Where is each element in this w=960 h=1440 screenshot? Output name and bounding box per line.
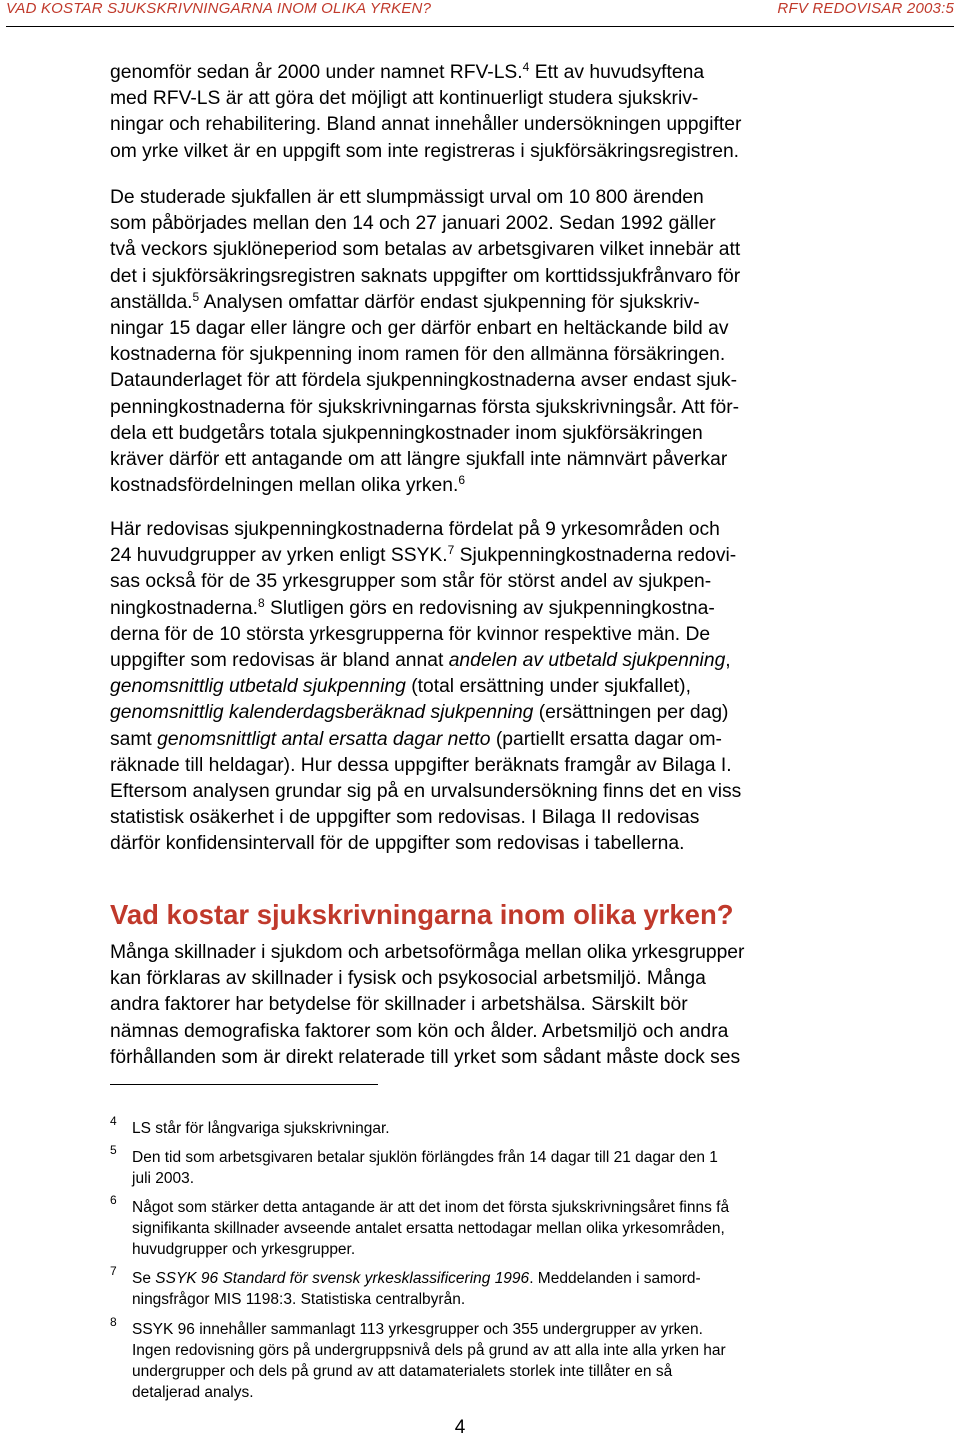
paragraph-differences: Många skillnader i sjukdom och arbetsoförmåga mellan olika yrkesgrupper kan förklaras av skillnader i fysisk och psykosocial arbetsmiljö. Många andra faktorer har betydelse för skillnader i arbetshälsa. Särskilt bör nämnas demografiska faktorer som kön och ålder. Arbetsmiljö och andra förhållanden som är direkt relaterade till yrket som sådant måste dock ses — [110, 942, 745, 1068]
footnote-number: 5 — [110, 1143, 117, 1157]
footnote-ref-4[interactable]: 4 — [522, 60, 530, 74]
footnote-ref-7[interactable]: 7 — [447, 543, 455, 558]
footnote-ref-8[interactable]: 8 — [257, 595, 265, 610]
header-publication: RFV REDOVISAR 2003:5 — [777, 0, 954, 17]
running-header — [6, 0, 954, 27]
footnote-separator — [110, 1084, 378, 1085]
section-heading: Vad kostar sjukskrivningarna inom olika yrken? — [110, 899, 734, 930]
footnote-number: 6 — [110, 1193, 117, 1207]
footnote-ref-5[interactable]: 5 — [192, 289, 200, 304]
footnote-ref-6[interactable]: 6 — [458, 473, 466, 488]
footnote-number: 4 — [110, 1114, 117, 1128]
page-number: 4 — [454, 1417, 466, 1438]
paragraph-sample: De studerade sjukfallen är ett slumpmässigt urval om 10 800 ärenden som påbörjades mellan den 14 och 27 januari 2002. Sedan 1992 gäller två veckors sjuklöneperiod som betalas av arbetsgivaren vilket innebär att det i sjukförsäkringsregistren saknats uppgifter om korttidssjukfrånvaro för anställda.$^5$ Analysen omfattar därför endast sjukpenning för sjukskriv- ningar 15 dagar eller längre och ger därför enbart en heltäckande bild av kostnaderna för sjukpenning inom ramen för den allmänna försäkringen. Dataunderlaget för att fördela sjukpenningkostnaderna avser endast sjuk- penningkostnaderna för sjukskrivningarnas första sjukskrivningsår. Att för- dela ett budgetårs totala sjukpenningkostnader inom sjukförsäkringen kräver därför ett antagande om att längre sjukfall inte nämnvärt påverkar kostnadsfördelningen mellan olika yrken.$^6$ — [110, 187, 741, 497]
paragraph-rfv-ls: genomför sedan år 2000 under namnet RFV-LS.$^4$ Ett av huvudsyftena med RFV-LS är att göra det möjligt att kontinuerligt studera sjukskriv- ningar och rehabilitering. Bland annat innehåller undersökningen uppgifter om yrke vilket är en uppgift som inte registreras i sjukförsäkringsregistren. — [110, 60, 742, 162]
paragraph-ssyk: Här redovisas sjukpenningkostnaderna fördelat på 9 yrkesområden och 24 huvudgrupper av yrken enligt SSYK.$^7$ Sjukpenningkostnaderna redovi- sas också för de 35 yrkesgrupper som står för störst andel av sjukpen- ningkostnaderna.$^8$ Slutligen görs en redovisning av sjukpenningkostna- derna för de 10 största yrkesgrupperna för kvinnor respektive män. De uppgifter som redovisas är bland annat andelen av utbetald sjukpenning, genomsnittlig utbetald sjukpenning (total ersättning under sjukfallet), genomsnittlig kalenderdagsberäknad sjukpenning (ersättningen per dag) samt genomsnittligt antal ersatta dagar netto (partiellt ersatta dagar om- räknade till heldagar). Hur dessa uppgifter beräknats framgår av Bilaga I. Eftersom analysen grundar sig på en urvalsundersökning finns det en viss statistisk osäkerhet i de uppgifter som redovisas. I Bilaga II redovisas därför konfidensintervall för de uppgifter som redovisas i tabellerna. — [110, 519, 742, 855]
footnote-number: 8 — [110, 1315, 117, 1329]
header-title: VAD KOSTAR SJUKSKRIVNINGARNA INOM OLIKA YRKEN? — [6, 0, 432, 17]
footnote-number: 7 — [110, 1264, 117, 1278]
